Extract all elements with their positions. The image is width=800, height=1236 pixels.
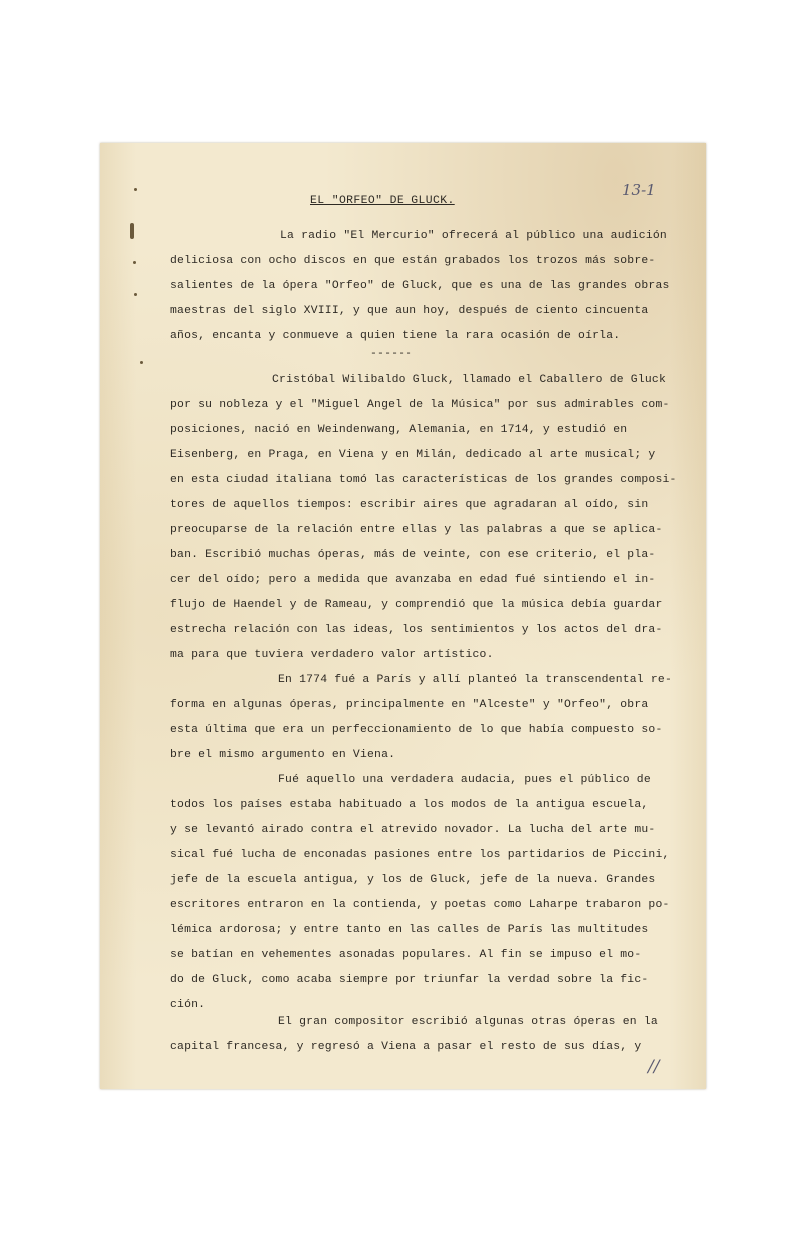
text-line: deliciosa con ocho discos en que están grabados los trozos más sobre- (170, 255, 656, 267)
text-line: años, encanta y conmueve a quien tiene la rara ocasión de oírla. (170, 330, 621, 342)
ink-spot (134, 293, 137, 296)
text-line: cer del oído; pero a medida que avanzaba en edad fué sintiendo el in- (170, 574, 656, 586)
text-line: en esta ciudad italiana tomó las características de los grandes composi- (170, 474, 677, 486)
text-line: estrecha relación con las ideas, los sentimientos y los actos del dra- (170, 624, 663, 636)
text-line: do de Gluck, como acaba siempre por triunfar la verdad sobre la fic- (170, 974, 649, 986)
text-line: En 1774 fué a París y allí planteó la transcendental re- (278, 674, 672, 686)
text-line: forma en algunas óperas, principalmente en "Alceste" y "Orfeo", obra (170, 699, 649, 711)
text-line: se batían en vehementes asonadas populares. Al fin se impuso el mo- (170, 949, 642, 961)
text-line: jefe de la escuela antigua, y los de Gluck, jefe de la nueva. Grandes (170, 874, 656, 886)
text-line: ban. Escribió muchas óperas, más de veinte, con ese criterio, el pla- (170, 549, 656, 561)
text-line: El gran compositor escribió algunas otras óperas en la (278, 1016, 658, 1028)
text-line: flujo de Haendel y de Rameau, y comprendió que la música debía guardar (170, 599, 663, 611)
text-line: salientes de la ópera "Orfeo" de Gluck, que es una de las grandes obras (170, 280, 670, 292)
text-line: maestras del siglo XVIII, y que aun hoy, después de ciento cincuenta (170, 305, 649, 317)
text-line: Eisenberg, en Praga, en Viena y en Milán, dedicado al arte musical; y (170, 449, 656, 461)
text-line: bre el mismo argumento en Viena. (170, 749, 396, 761)
text-line: por su nobleza y el "Miguel Angel de la Música" por sus admirables com- (170, 399, 670, 411)
text-line: La radio "El Mercurio" ofrecerá al público una audición (280, 230, 667, 242)
text-line: tores de aquellos tiempos: escribir aires que agradaran al oído, sin (170, 499, 649, 511)
text-line: esta última que era un perfeccionamiento de lo que había compuesto so- (170, 724, 663, 736)
text-line: Cristóbal Wilibaldo Gluck, llamado el Caballero de Gluck (272, 374, 666, 386)
text-line: lémica ardorosa; y entre tanto en las calles de París las multitudes (170, 924, 649, 936)
text-line: Fué aquello una verdadera audacia, pues el público de (278, 774, 651, 786)
text-line: capital francesa, y regresó a Viena a pasar el resto de sus días, y (170, 1041, 642, 1053)
text-line: todos los países estaba habituado a los modos de la antigua escuela, (170, 799, 649, 811)
typewritten-page (100, 143, 706, 1089)
continuation-mark: // (648, 1057, 660, 1077)
text-line: y se levantó airado contra el atrevido novador. La lucha del arte mu- (170, 824, 656, 836)
ink-spot (140, 361, 143, 364)
document-title: EL "ORFEO" DE GLUCK. (310, 195, 455, 207)
separator: ------ (370, 348, 413, 360)
text-line: posiciones, nació en Weindenwang, Alemania, en 1714, y estudió en (170, 424, 628, 436)
text-line: escritores entraron en la contienda, y poetas como Laharpe trabaron po- (170, 899, 670, 911)
ink-spot (134, 188, 137, 191)
text-line: ción. (170, 999, 206, 1011)
ink-mark (130, 223, 134, 239)
ink-spot (133, 261, 136, 264)
text-line: sical fué lucha de enconadas pasiones entre los partidarios de Piccini, (170, 849, 670, 861)
folio-number: 13-1 (622, 181, 656, 199)
text-line: ma para que tuviera verdadero valor artístico. (170, 649, 494, 661)
text-line: preocuparse de la relación entre ellas y las palabras a que se aplica- (170, 524, 663, 536)
